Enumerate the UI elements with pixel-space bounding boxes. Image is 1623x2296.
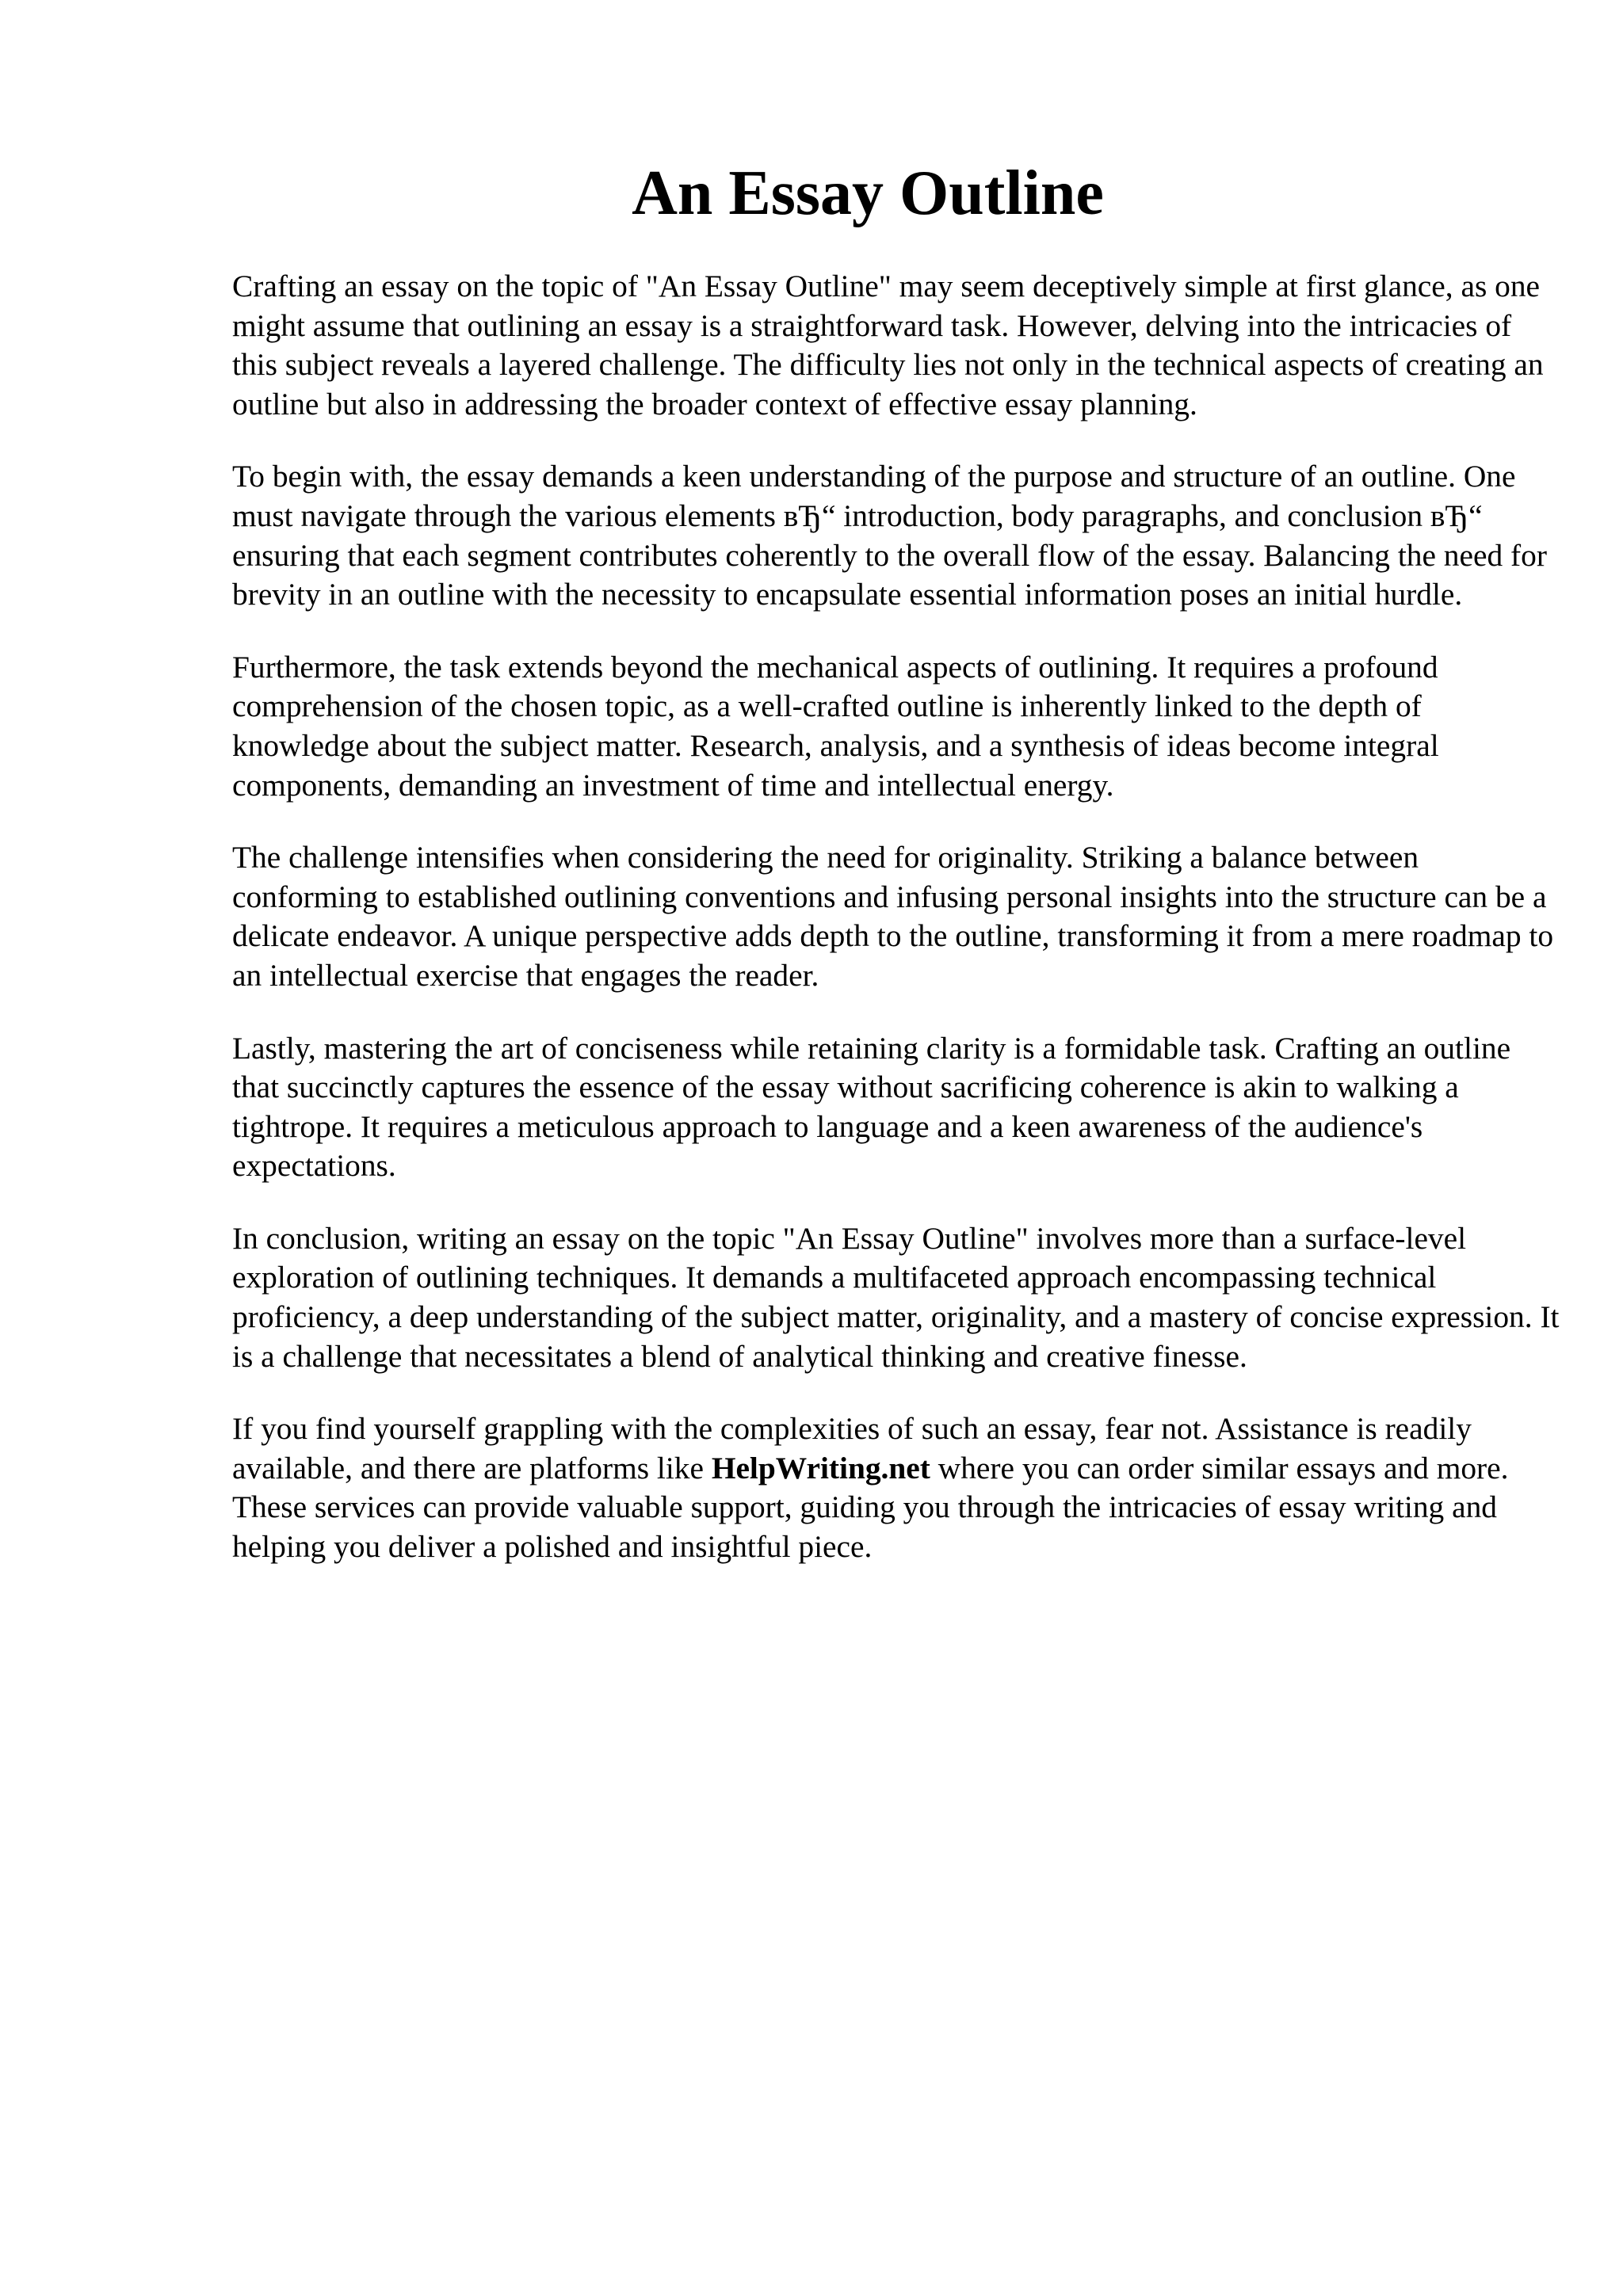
paragraph-7-text-after: where you can order similar essays and more. These services can provide valuable support, guiding you through the intricacies of essay writing and helping you deliver a polished and insightful piece. <box>232 1450 1509 1565</box>
paragraph-7 <box>232 1409 1564 1566</box>
paragraph-3: Furthermore, the task extends beyond the mechanical aspects of outlining. It requires a profound comprehension of the chosen topic, as a well-crafted outline is inherently linked to the depth of knowledge about the subject matter. Research, analysis, and a synthesis of ideas become integral components, demanding an investment of time and intellectual energy. <box>232 649 1439 803</box>
document-title: An Essay Outline <box>632 158 1104 228</box>
paragraph-7-text-before: If you find yourself grappling with the complexities of such an essay, fear not. Assistance is readily available, and there are platforms like <box>232 1411 1472 1486</box>
document-body <box>232 267 1564 1600</box>
paragraph-2: To begin with, the essay demands a keen understanding of the purpose and structure of an outline. One must navigate through the various elements вЂ“ introduction, body paragraphs, and conclusion вЂ“ ensuring that each segment contributes coherently to the overall flow of the essay. Balancing the need for brevity in an outline with the necessity to encapsulate essential information poses an initial hurdle. <box>232 459 1547 612</box>
paragraph-6: In conclusion, writing an essay on the topic "An Essay Outline" involves more than a surface-level exploration of outlining techniques. It demands a multifaceted approach encompassing technical proficiency, a deep understanding of the subject matter, originality, and a mastery of concise expression. It is a challenge that necessitates a blend of analytical thinking and creative finesse. <box>232 1220 1560 1374</box>
paragraph-5: Lastly, mastering the art of conciseness while retaining clarity is a formidable task. Crafting an outline that succinctly captures the essence of the essay without sacrificing coherence is akin to walking a tightrope. It requires a meticulous approach to language and a keen awareness of the audience's expectations. <box>232 1030 1511 1184</box>
helpwriting-link-text: HelpWriting.net <box>711 1450 930 1486</box>
paragraph-4: The challenge intensifies when considering the need for originality. Striking a balance between conforming to established outlining conventions and infusing personal insights into the structure can be a delicate endeavor. A unique perspective adds depth to the outline, transforming it from a mere roadmap to an intellectual exercise that engages the reader. <box>232 840 1554 993</box>
paragraph-1: Crafting an essay on the topic of "An Essay Outline" may seem deceptively simple at first glance, as one might assume that outlining an essay is a straightforward task. However, delving into the intricacies of this subject reveals a layered challenge. The difficulty lies not only in the technical aspects of creating an outline but also in addressing the broader context of effective essay planning. <box>232 269 1544 421</box>
